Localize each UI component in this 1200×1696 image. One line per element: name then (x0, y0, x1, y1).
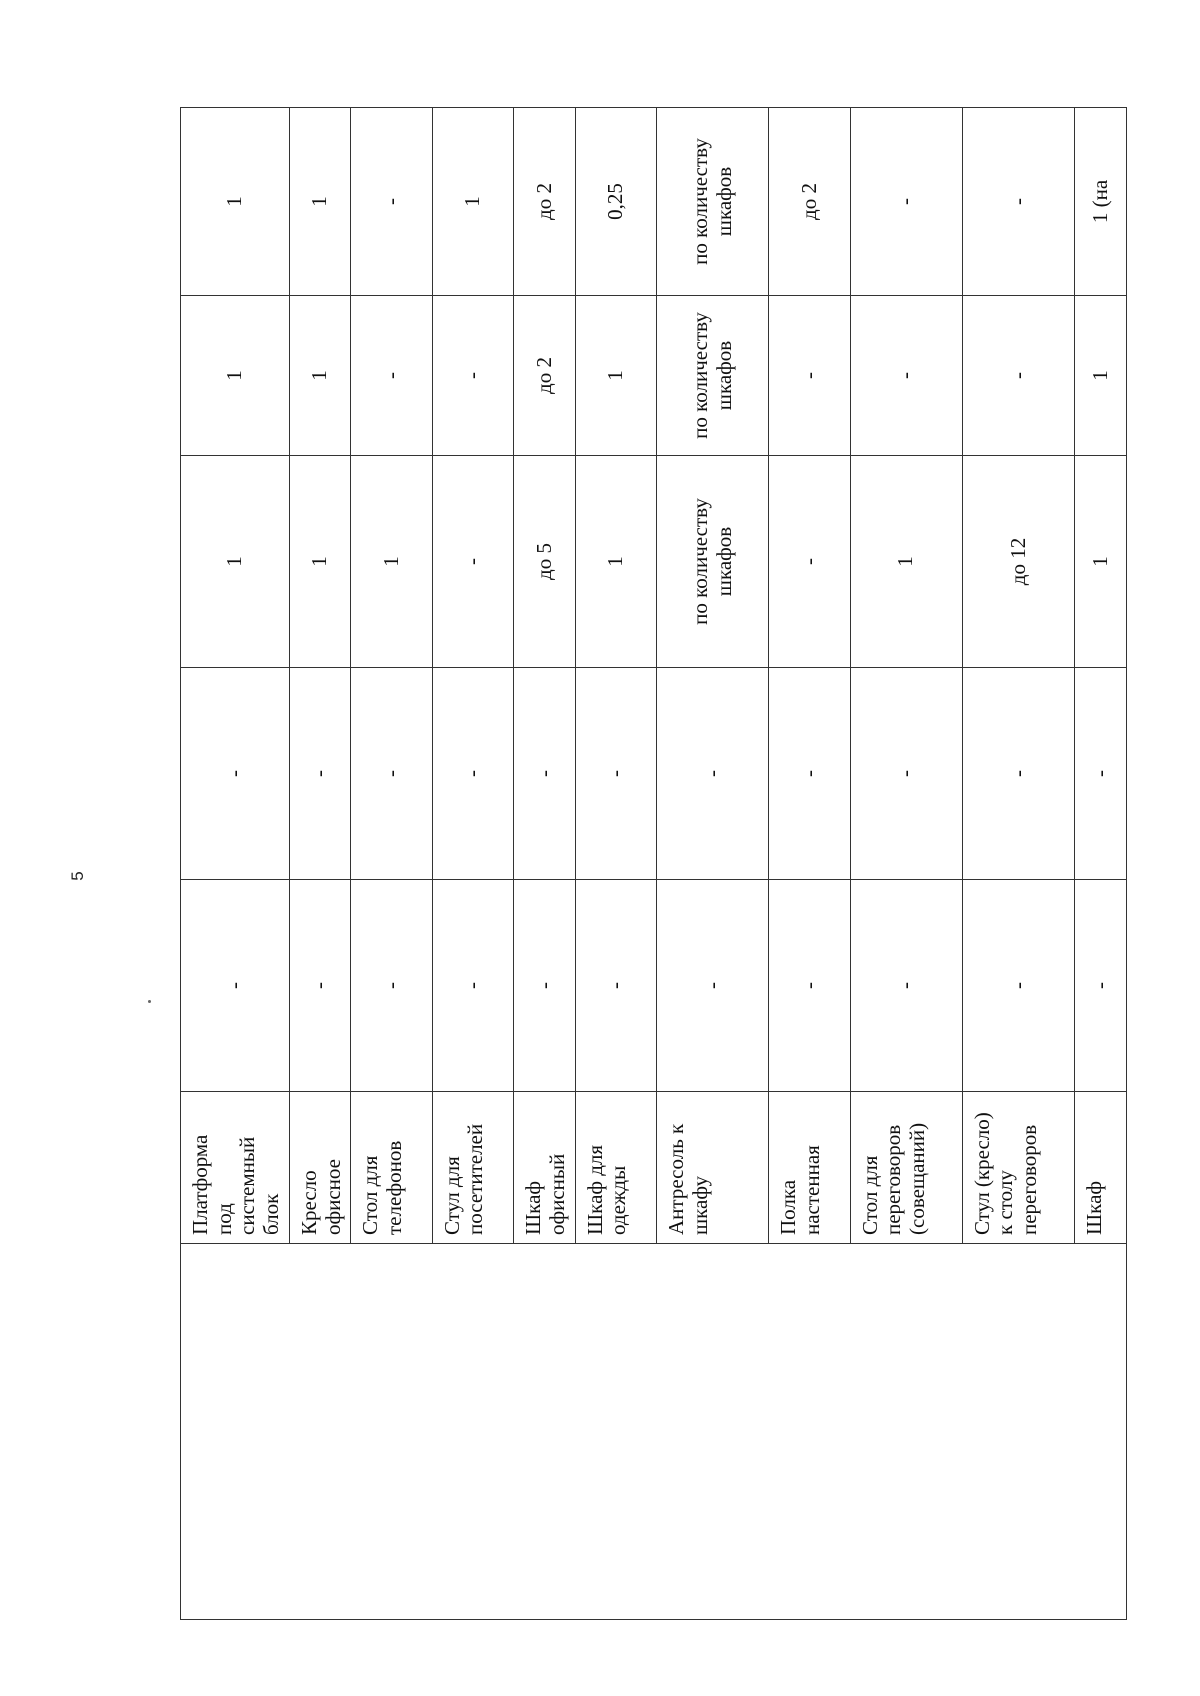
quantity-cell: 1 (181, 296, 290, 456)
quantity-cell: 0,25 (575, 108, 657, 296)
quantity-cell: 1 (432, 108, 514, 296)
quantity-cell: по количеству шкафов (657, 108, 769, 296)
quantity-cell: - (769, 456, 851, 668)
quantity-cell: до 5 (514, 456, 575, 668)
page-number: 5 (68, 871, 87, 881)
item-name-cell: Шкаф офисный (514, 1092, 575, 1244)
item-name-cell: Шкаф для одежды (575, 1092, 657, 1244)
quantity-cell: - (1074, 880, 1126, 1092)
quantity-cell: 1 (850, 456, 962, 668)
quantity-cell: - (575, 880, 657, 1092)
table-container (180, 108, 1127, 1620)
quantity-cell: - (432, 880, 514, 1092)
quantity-cell: - (432, 668, 514, 880)
quantity-cell: - (850, 108, 962, 296)
quantity-cell: - (181, 880, 290, 1092)
quantity-cell: до 2 (514, 108, 575, 296)
quantity-cell: - (962, 880, 1074, 1092)
furniture-table (180, 107, 1127, 1620)
quantity-cell: 1 (181, 456, 290, 668)
item-name-cell: Полка настенная (769, 1092, 851, 1244)
quantity-cell: - (351, 296, 433, 456)
quantity-cell: - (514, 880, 575, 1092)
quantity-cell: 1 (1074, 296, 1126, 456)
quantity-cell: - (181, 668, 290, 880)
quantity-cell: 1 (на (1074, 108, 1126, 296)
quantity-cell: - (769, 296, 851, 456)
quantity-cell: 1 (1074, 456, 1126, 668)
quantity-cell: - (962, 668, 1074, 880)
quantity-cell: до 12 (962, 456, 1074, 668)
quantity-cell: - (769, 880, 851, 1092)
item-name-cell: Шкаф (1074, 1092, 1126, 1244)
quantity-cell: - (769, 668, 851, 880)
item-name-cell: Стол для телефонов (351, 1092, 433, 1244)
item-name-cell: Стол для переговоров (совещаний) (850, 1092, 962, 1244)
quantity-cell: до 2 (514, 296, 575, 456)
quantity-cell: - (290, 880, 351, 1092)
quantity-cell: - (850, 668, 962, 880)
item-name-cell: Антресоль к шкафу (657, 1092, 769, 1244)
quantity-cell: 1 (181, 108, 290, 296)
quantity-cell: 1 (290, 456, 351, 668)
scan-speck (148, 1000, 151, 1003)
quantity-cell: 1 (290, 108, 351, 296)
blank-category-cell (181, 1244, 1127, 1620)
quantity-cell: - (432, 456, 514, 668)
quantity-cell: - (962, 108, 1074, 296)
quantity-cell: по количеству шкафов (657, 296, 769, 456)
item-name-cell: Кресло офисное (290, 1092, 351, 1244)
quantity-cell: - (962, 296, 1074, 456)
quantity-cell: по количеству шкафов (657, 456, 769, 668)
quantity-cell: - (575, 668, 657, 880)
quantity-cell: 1 (575, 456, 657, 668)
item-name-cell: Стул (кресло) к столу переговоров (962, 1092, 1074, 1244)
quantity-cell: 1 (290, 296, 351, 456)
quantity-cell: - (432, 296, 514, 456)
table-row (181, 108, 290, 1620)
quantity-cell: - (351, 668, 433, 880)
quantity-cell: - (850, 880, 962, 1092)
quantity-cell: 1 (351, 456, 433, 668)
quantity-cell: - (290, 668, 351, 880)
quantity-cell: - (351, 880, 433, 1092)
quantity-cell: - (657, 880, 769, 1092)
quantity-cell: - (1074, 668, 1126, 880)
quantity-cell: - (514, 668, 575, 880)
item-name-cell: Стул для посетителей (432, 1092, 514, 1244)
quantity-cell: - (850, 296, 962, 456)
quantity-cell: - (351, 108, 433, 296)
item-name-cell: Платформа под системный блок (181, 1092, 290, 1244)
quantity-cell: - (657, 668, 769, 880)
quantity-cell: 1 (575, 296, 657, 456)
quantity-cell: до 2 (769, 108, 851, 296)
table-body (181, 108, 1127, 1620)
